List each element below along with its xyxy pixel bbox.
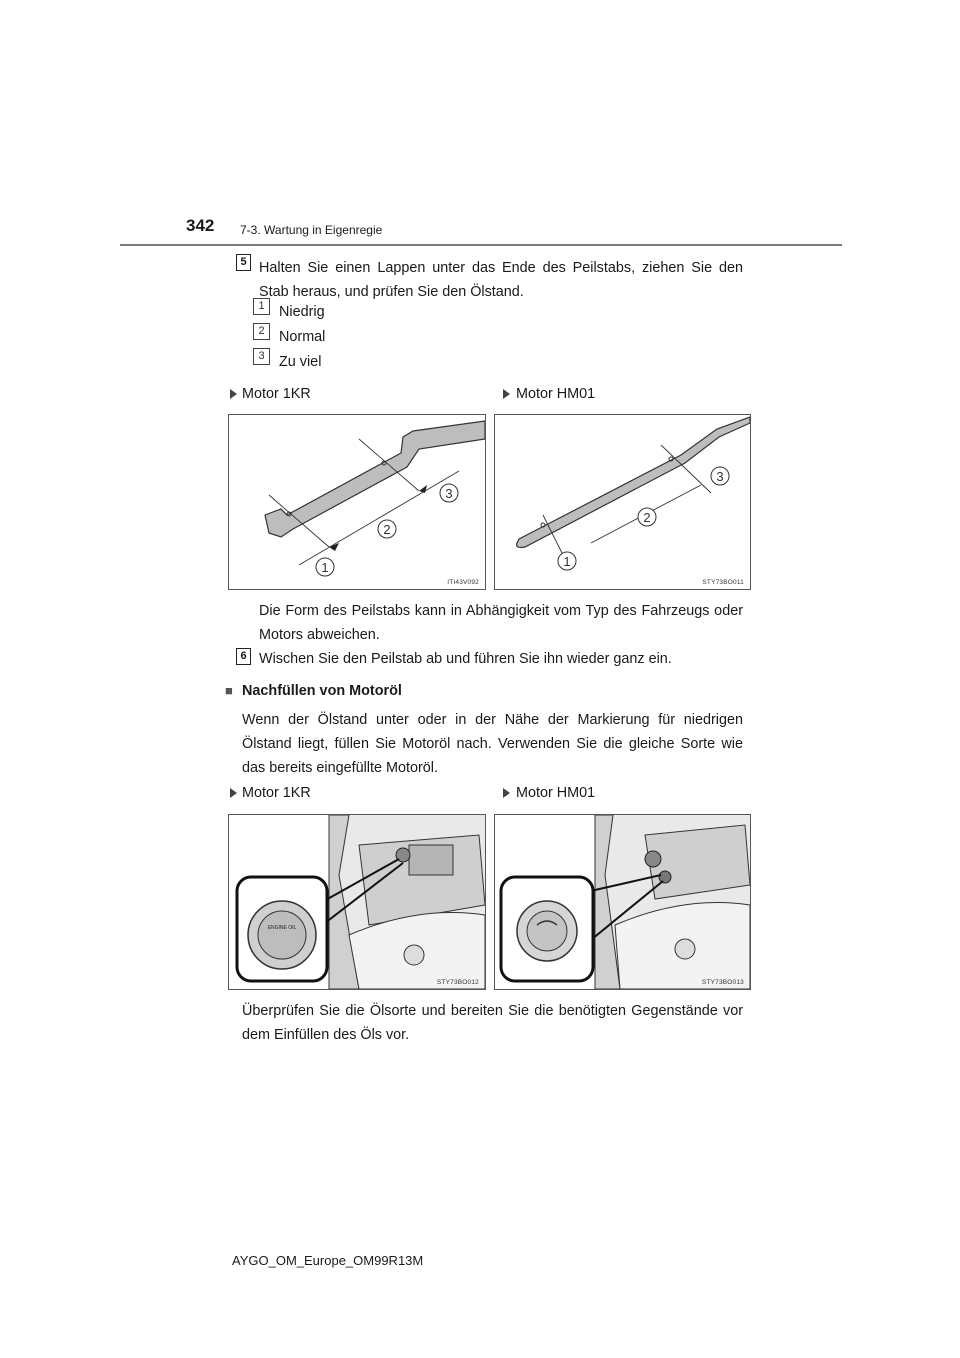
dipstick-1kr-figure — [228, 414, 486, 590]
engine-hm01-illustration — [495, 815, 750, 989]
callout-1: 1 — [321, 560, 329, 575]
step-6-badge: 6 — [236, 648, 251, 665]
step-5-text: Halten Sie einen Lappen unter das Ende des Peilstabs, ziehen Sie den Stab heraus, und prüfen Sie den Ölstand. — [259, 260, 743, 300]
engine-1kr-figure — [228, 814, 486, 990]
shape-note: Die Form des Peilstabs kann in Abhängigkeit vom Typ des Fahrzeugs oder Motors abweichen. — [259, 603, 743, 643]
callout-3: 3 — [716, 469, 724, 484]
fig2-left-label: Motor 1KR — [242, 785, 311, 801]
triangle-bullet-icon — [230, 389, 237, 399]
step-5-badge: 5 — [236, 254, 251, 271]
level-1-badge: 1 — [253, 298, 270, 315]
level-2-label: Normal — [279, 329, 326, 345]
fig2-right-label: Motor HM01 — [516, 785, 596, 801]
step-6-text: Wischen Sie den Peilstab ab und führen Sie ihn wieder ganz ein. — [259, 651, 672, 667]
level-3-badge: 3 — [253, 348, 270, 365]
fig1-right-label: Motor HM01 — [516, 386, 596, 402]
callout-2: 2 — [383, 522, 391, 537]
square-bullet-icon: ■ — [225, 683, 233, 698]
level-1-label: Niedrig — [279, 304, 325, 320]
level-2-badge: 2 — [253, 323, 270, 340]
dipstick-1kr-illustration — [229, 415, 485, 589]
header-rule — [120, 244, 842, 246]
cap-text: ENGINE OIL — [267, 925, 297, 931]
callout-2: 2 — [643, 510, 651, 525]
footer-doc-id: AYGO_OM_Europe_OM99R13M — [232, 1253, 424, 1268]
callout-3: 3 — [445, 486, 453, 501]
figure-code: STY73BO012 — [436, 979, 479, 986]
figure-code: ITI43V092 — [447, 579, 479, 586]
closing-text: Überprüfen Sie die Ölsorte und bereiten Sie die benötigten Gegenstände vor dem Einfüllen des Öls vor. — [242, 1003, 743, 1043]
refill-heading: Nachfüllen von Motoröl — [242, 683, 402, 699]
callout-1: 1 — [563, 554, 571, 569]
level-3-label: Zu viel — [279, 354, 322, 370]
engine-1kr-illustration — [229, 815, 485, 989]
figure-code: STY73BO011 — [702, 579, 744, 586]
figure-code: STY73BO013 — [701, 979, 744, 986]
engine-hm01-figure — [494, 814, 751, 990]
triangle-bullet-icon — [503, 788, 510, 798]
dipstick-hm01-illustration — [495, 415, 750, 589]
fig1-left-label: Motor 1KR — [242, 386, 311, 402]
triangle-bullet-icon — [230, 788, 237, 798]
triangle-bullet-icon — [503, 389, 510, 399]
page-number: 342 — [186, 216, 215, 235]
refill-text: Wenn der Ölstand unter oder in der Nähe der Markierung für niedrigen Ölstand liegt, füllen Sie Motoröl nach. Verwenden Sie die gleiche Sorte wie das bereits eingefüllte Motoröl. — [242, 712, 743, 776]
dipstick-hm01-figure — [494, 414, 751, 590]
section-title: 7-3. Wartung in Eigenregie — [240, 223, 383, 237]
